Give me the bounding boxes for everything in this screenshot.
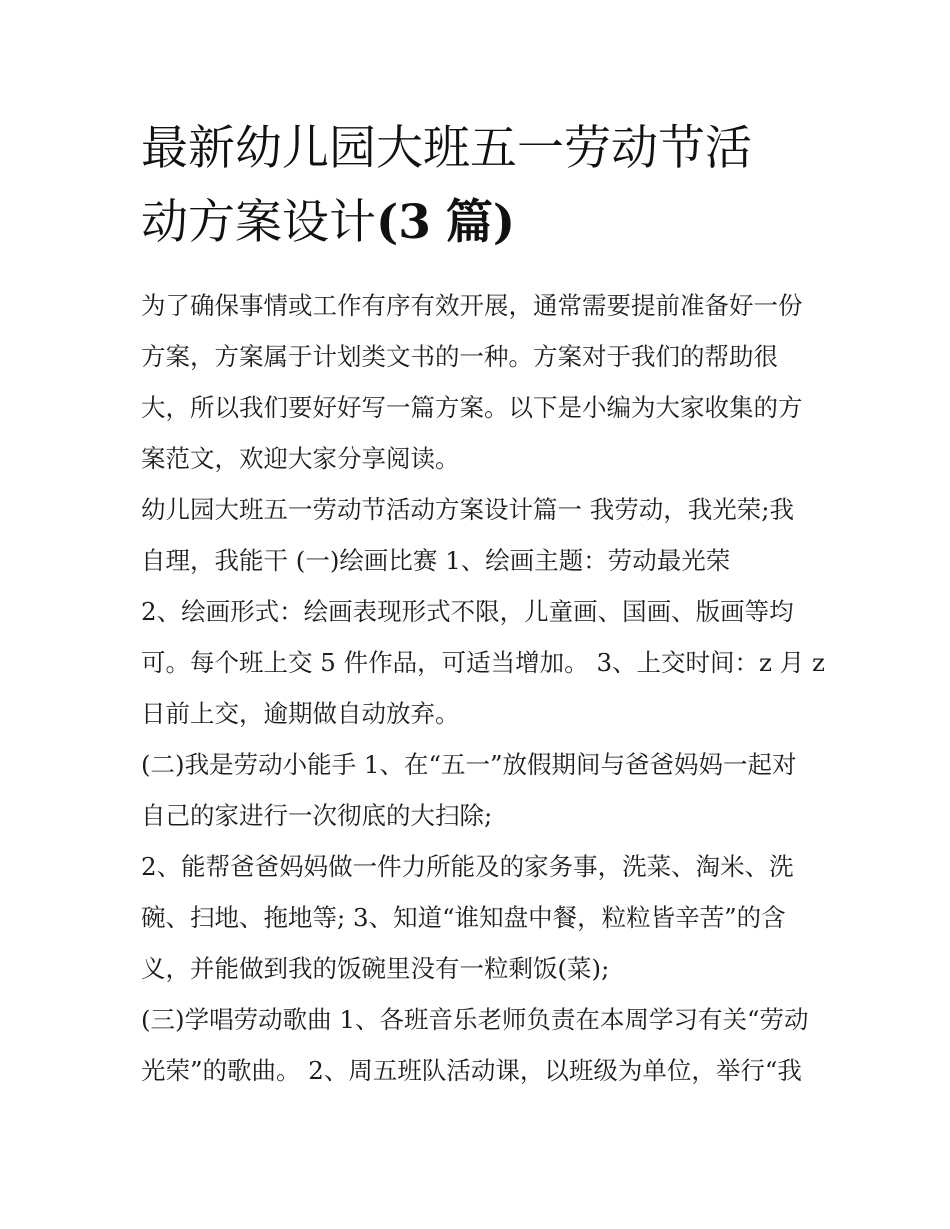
title-line-2-count: (3 — [376, 195, 431, 250]
document-body — [141, 280, 825, 1096]
body-line: 方案，方案属于计划类文书的一种。方案对于我们的帮助很 — [141, 342, 778, 371]
body-line: 自己的家进行一次彻底的大扫除; — [141, 801, 493, 830]
body-line: 自理，我能干 (一)绘画比赛 1、绘画主题：劳动最光荣 — [141, 546, 731, 575]
body-line: (二)我是劳动小能手 1、在“五一”放假期间与爸爸妈妈一起对 — [141, 750, 797, 779]
body-line: 幼儿园大班五一劳动节活动方案设计篇一 我劳动，我光荣;我 — [141, 495, 795, 524]
body-line: 义，并能做到我的饭碗里没有一粒剩饭(菜); — [141, 954, 610, 983]
body-line: 碗、扫地、拖地等; 3、知道“谁知盘中餐，粒粒皆辛苦”的含 — [141, 903, 786, 932]
title-line-1: 最新幼儿园大班五一劳动节活 — [141, 121, 752, 176]
body-line: 2、绘画形式：绘画表现形式不限，儿童画、国画、版画等均 — [141, 597, 794, 626]
document-title — [141, 112, 821, 260]
body-line: 日前上交，逾期做自动放弃。 — [141, 699, 460, 728]
body-line: 案范文，欢迎大家分享阅读。 — [141, 444, 460, 473]
title-line-2-text: 动方案设计 — [141, 195, 376, 250]
body-line: 大，所以我们要好好写一篇方案。以下是小编为大家收集的方 — [141, 393, 803, 422]
body-line: 可。每个班上交 5 件作品，可适当增加。 3、上交时间：z 月 z — [141, 648, 825, 677]
body-line: (三)学唱劳动歌曲 1、各班音乐老师负责在本周学习有关“劳动 — [141, 1005, 809, 1034]
body-line: 光荣”的歌曲。 2、周五班队活动课，以班级为单位，举行“我 — [141, 1056, 802, 1085]
body-line: 2、能帮爸爸妈妈做一件力所能及的家务事，洗菜、淘米、洗 — [141, 852, 794, 881]
body-line: 为了确保事情或工作有序有效开展，通常需要提前准备好一份 — [141, 291, 803, 320]
title-line-2-suffix: 篇) — [445, 195, 516, 250]
title-line-2 — [141, 186, 821, 260]
